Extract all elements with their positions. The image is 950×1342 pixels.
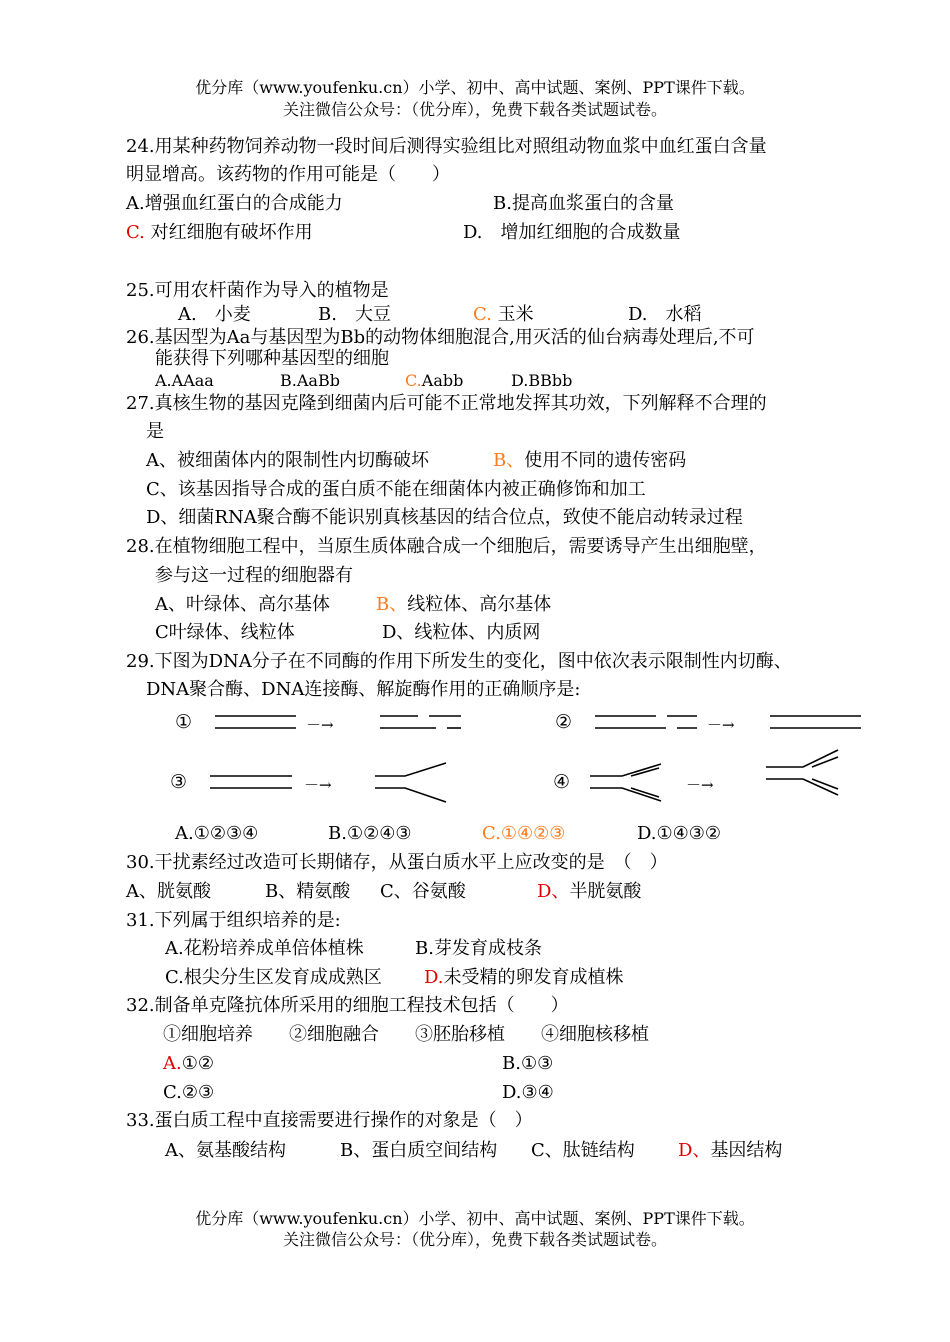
diagram-arrow-2: －→ — [707, 716, 735, 734]
dna-strand — [375, 763, 446, 776]
q28-stem-line-2: 参与这一过程的细胞器有 — [155, 565, 353, 586]
q33-option-a: A、氨基酸结构 — [165, 1140, 286, 1161]
q27-option-b: B、使用不同的遗传密码 — [493, 450, 687, 471]
q28-answer-mark: B、 — [376, 594, 408, 615]
q27-stem-line-2: 是 — [146, 421, 164, 442]
q33-answer-mark: D、 — [678, 1140, 711, 1161]
q29-option-b: B.①②④③ — [328, 823, 412, 844]
q25-option-b: B. 大豆 — [318, 304, 391, 325]
dna-strand — [766, 750, 838, 767]
q27-option-d: D、细菌RNA聚合酶不能识别真核基因的结合位点，致使不能启动转录过程 — [146, 507, 743, 528]
q33-option-c: C、肽链结构 — [531, 1140, 635, 1161]
footer-line-2: 关注微信公众号：（优分库），免费下载各类试题试卷。 — [282, 1230, 667, 1249]
q31-answer-mark: D. — [424, 967, 444, 988]
q31-option-c: C.根尖分生区发育成成熟区 — [165, 967, 382, 988]
q26-option-d: D.BBbb — [511, 371, 573, 390]
q30-option-c: C、谷氨酸 — [380, 881, 466, 902]
q32-option-a: A.①② — [163, 1053, 215, 1074]
header-line-1: 优分库（www.youfenku.cn）小学、初中、高中试题、案例、PPT课件下载。 — [195, 78, 755, 97]
q30-option-b: B、精氨酸 — [265, 881, 351, 902]
q28-option-a: A、叶绿体、高尔基体 — [155, 594, 330, 615]
q26-option-c: C.Aabb — [405, 371, 464, 390]
q24-option-d: D. 增加红细胞的合成数量 — [463, 222, 681, 243]
diagram-label-4: ④ — [553, 771, 571, 793]
dna-strand — [375, 788, 446, 802]
q27-answer-mark: B、 — [493, 450, 525, 471]
diagram-arrow-4: －→ — [686, 776, 714, 794]
q31-option-b: B.芽发育成枝条 — [415, 938, 542, 959]
footer-line-1: 优分库（www.youfenku.cn）小学、初中、高中试题、案例、PPT课件下载。 — [195, 1209, 755, 1228]
q31-stem: 31.下列属于组织培养的是: — [126, 910, 341, 931]
q27-option-c: C、该基因指导合成的蛋白质不能在细菌体内被正确修饰和加工 — [146, 479, 646, 500]
q29-option-d: D.①④③② — [637, 823, 722, 844]
q33-option-b: B、蛋白质空间结构 — [340, 1140, 498, 1161]
q27-option-a: A、被细菌体内的限制性内切酶破坏 — [146, 450, 429, 471]
header-line-2: 关注微信公众号：（优分库），免费下载各类试题试卷。 — [282, 100, 667, 119]
dna-strand — [812, 779, 838, 789]
q24-stem-line-1: 24.用某种药物饲养动物一段时间后测得实验组比对照组动物血浆中血红蛋白含量 — [126, 136, 767, 157]
q26-stem-line-1: 26.基因型为Aa与基因型为Bb的动物体细胞混合,用灭活的仙台病毒处理后,不可 — [126, 327, 755, 348]
q32-option-b: B.①③ — [502, 1053, 554, 1074]
q33-stem: 33.蛋白质工程中直接需要进行操作的对象是（ ） — [126, 1110, 533, 1131]
dna-strand — [812, 757, 838, 767]
diagram-arrow-1: －→ — [306, 716, 334, 734]
q29-stem-line-1: 29.下图为DNA分子在不同酶的作用下所发生的变化，图中依次表示限制性内切酶、 — [126, 651, 792, 672]
diagram-arrow-3: －→ — [304, 776, 332, 794]
q26-option-b: B.AaBb — [280, 371, 340, 390]
q25-option-a: A. 小麦 — [178, 304, 251, 325]
q32-stem: 32.制备单克隆抗体所采用的细胞工程技术包括（ ） — [126, 995, 569, 1016]
q26-answer-mark: C. — [405, 371, 422, 390]
q29-option-a: A.①②③④ — [175, 823, 259, 844]
q32-items: ①细胞培养 ②细胞融合 ③胚胎移植 ④细胞核移植 — [163, 1024, 649, 1045]
diagram-label-3: ③ — [170, 771, 188, 793]
q24-answer-mark: C. — [126, 222, 145, 243]
q24-option-b: B.提高血浆蛋白的含量 — [493, 193, 674, 214]
dna-strand — [766, 779, 838, 795]
q24-stem-line-2: 明显增高。该药物的作用可能是（ ） — [126, 164, 450, 185]
q31-option-d: D.未受精的卵发育成植株 — [424, 967, 624, 988]
q29-option-c: C.①④②③ — [482, 823, 566, 844]
q24-option-c: C. 对红细胞有破坏作用 — [126, 222, 313, 243]
q28-option-d: D、线粒体、内质网 — [382, 622, 541, 643]
q25-stem: 25.可用农杆菌作为导入的植物是 — [126, 280, 389, 301]
q27-stem-line-1: 27.真核生物的基因克隆到细菌内后可能不正常地发挥其功效，下列解释不合理的 — [126, 393, 767, 414]
diagram-label-2: ② — [555, 711, 573, 733]
q28-option-c: C叶绿体、线粒体 — [155, 622, 295, 643]
q26-stem-line-2: 能获得下列哪种基因型的细胞 — [155, 348, 389, 369]
q32-option-d: D.③④ — [502, 1082, 554, 1103]
q25-option-d: D. 水稻 — [628, 304, 702, 325]
q32-option-c: C.②③ — [163, 1082, 215, 1103]
q30-option-d: D、半胱氨酸 — [537, 881, 642, 902]
q25-option-c: C. 玉米 — [473, 304, 534, 325]
q33-option-d: D、基因结构 — [678, 1140, 783, 1161]
q30-option-a: A、胱氨酸 — [126, 881, 211, 902]
q29-stem-line-2: DNA聚合酶、DNA连接酶、解旋酶作用的正确顺序是: — [146, 679, 581, 700]
q30-stem: 30.干扰素经过改造可长期储存，从蛋白质水平上应改变的是 （ ） — [126, 852, 668, 873]
q32-answer-mark: A. — [163, 1053, 182, 1074]
q25-answer-mark: C. — [473, 304, 492, 325]
diagram-label-1: ① — [175, 711, 193, 733]
q30-answer-mark: D、 — [537, 881, 570, 902]
q28-stem-line-1: 28.在植物细胞工程中，当原生质体融合成一个细胞后，需要诱导产生出细胞壁， — [126, 536, 767, 557]
q24-option-a: A.增强血红蛋白的合成能力 — [126, 193, 343, 214]
q26-option-a: A.AAaa — [155, 371, 214, 390]
q28-option-b: B、线粒体、高尔基体 — [376, 594, 552, 615]
q31-option-a: A.花粉培养成单倍体植株 — [165, 938, 364, 959]
